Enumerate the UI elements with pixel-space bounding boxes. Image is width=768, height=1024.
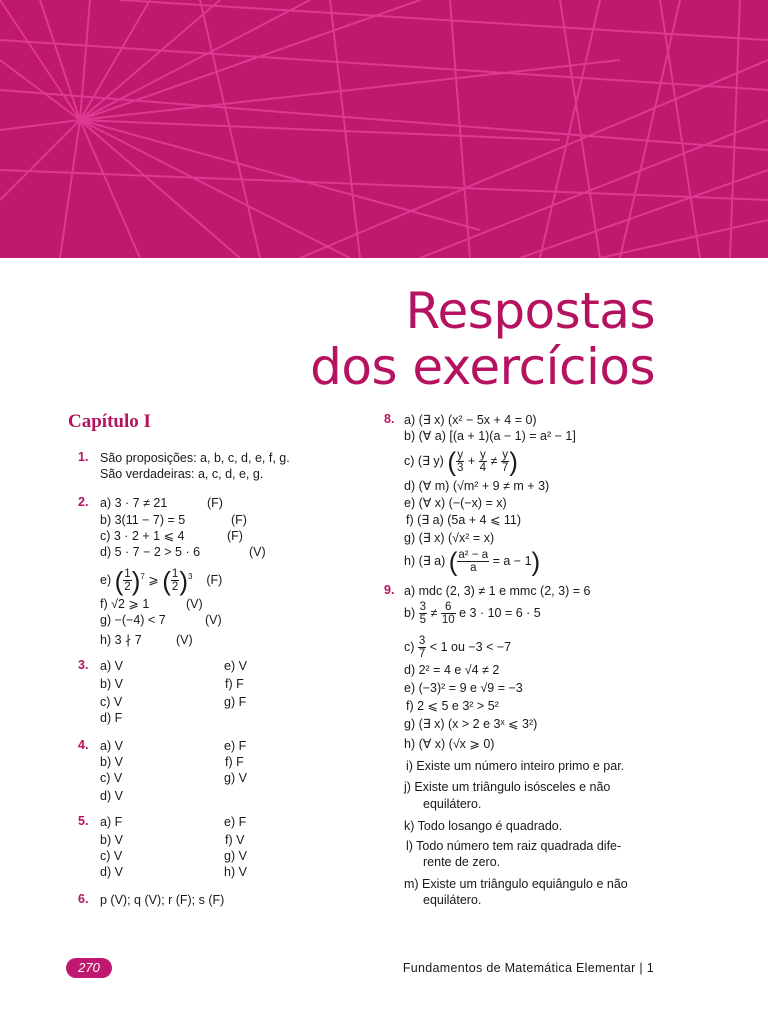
q9-j1: j) Existe um triângulo isósceles e não [404, 780, 611, 794]
q9-i: i) Existe um número inteiro primo e par. [406, 759, 625, 773]
q4-number: 4. [78, 738, 89, 752]
q9-b-label: b) [404, 606, 416, 620]
q8-h-label: h) (∃ a) [404, 554, 446, 568]
q9-c-tail: < 1 ou −3 < −7 [429, 640, 512, 654]
q2-f: f) √2 ⩾ 1 [100, 597, 150, 611]
q5-l3: d) V [100, 865, 123, 879]
q9-d: d) 2² = 4 e √4 ≠ 2 [404, 663, 500, 677]
page-number-badge: 270 [66, 958, 112, 978]
q2-e-frac1: $\frac{1}{2}$ [124, 568, 131, 594]
q6-text: p (V); q (V); r (F); s (F) [100, 893, 225, 907]
q5-l2: c) V [100, 849, 123, 863]
q4-r1: f) F [225, 755, 244, 769]
q4-l0: a) V [100, 739, 123, 753]
q2-f-value: (V) [186, 597, 203, 611]
q4-r2: g) V [224, 771, 247, 785]
q3-l3: d) F [100, 711, 123, 725]
q9-f: f) 2 ⩽ 5 e 3² > 5² [406, 699, 499, 713]
q3-r1: f) F [225, 677, 244, 691]
q8-f: f) (∃ a) (5a + 4 ⩽ 11) [406, 513, 522, 527]
q9-number: 9. [384, 583, 395, 597]
q2-e-value: (F) [206, 573, 223, 588]
q8-h: h) (∃ a) ( $\frac{\text{a² − a}}{a}$ = a − 1) [404, 546, 541, 577]
q9-l1: l) Todo número tem raiz quadrada dife- [406, 839, 622, 853]
q2-h-value: (V) [176, 633, 193, 647]
q4-l2: c) V [100, 771, 123, 785]
q1-number: 1. [78, 450, 89, 464]
q2-g: g) −(−4) < 7 [100, 613, 166, 627]
q4-l1: b) V [100, 755, 123, 769]
q2-b: b) 3(11 − 7) = 5 [100, 513, 186, 527]
q2-number: 2. [78, 495, 89, 509]
q8-number: 8. [384, 412, 395, 426]
q2-a-value: (F) [207, 496, 223, 510]
q3-l2: c) V [100, 695, 123, 709]
q2-e: e) ( $\frac{1}{2}$ )$^7$ ⩾ ( $\frac{1}{2}$ )$^3$ (F) [100, 565, 223, 596]
q4-r0: e) F [224, 739, 247, 753]
title-line-2: dos exercícios [310, 338, 655, 396]
q5-r1: f) V [225, 833, 245, 847]
q8-c: c) (∃ y) ( $\frac{y}{3}$ + $\frac{y}{4}$ ≠ $\frac{y}{7}$ ) [404, 446, 518, 477]
q1-line-b: São verdadeiras: a, c, d, e, g. [100, 467, 264, 481]
chapter-heading: Capítulo I [68, 411, 151, 432]
q9-l2: rente de zero. [423, 855, 501, 869]
q6-number: 6. [78, 892, 89, 906]
q9-c: c) $\frac{3}{7}$ < 1 ou −3 < −7 [404, 635, 512, 661]
q2-d-value: (V) [249, 545, 266, 559]
q2-b-value: (F) [231, 513, 247, 527]
q3-l1: b) V [100, 677, 123, 691]
q9-b: b) $\frac{3}{5}$ ≠ $\frac{6}{10}$ e 3 · 10 = 6 · 5 [404, 601, 541, 627]
q2-h: h) 3 ∤ 7 [100, 633, 142, 647]
q2-c: c) 3 · 2 + 1 ⩽ 4 [100, 529, 185, 543]
q9-e: e) (−3)² = 9 e √9 = −3 [404, 681, 523, 695]
q9-k: k) Todo losango é quadrado. [404, 819, 563, 833]
q8-a: a) (∃ x) (x² − 5x + 4 = 0) [404, 413, 537, 427]
q5-l0: a) F [100, 815, 123, 829]
q2-d: d) 5 · 7 − 2 > 5 · 6 [100, 545, 201, 559]
q9-h: h) (∀ x) (√x ⩾ 0) [404, 737, 495, 751]
q8-d: d) (∀ m) (√m² + 9 ≠ m + 3) [404, 479, 550, 493]
title-line-1: Respostas [405, 282, 655, 340]
q5-number: 5. [78, 814, 89, 828]
q2-e-label: e) [100, 573, 112, 588]
q3-number: 3. [78, 658, 89, 672]
q2-c-value: (F) [227, 529, 243, 543]
q3-r2: g) F [224, 695, 247, 709]
q2-a: a) 3 · 7 ≠ 21 [100, 496, 168, 510]
q5-r0: e) F [224, 815, 247, 829]
q9-a: a) mdc (2, 3) ≠ 1 e mmc (2, 3) = 6 [404, 584, 591, 598]
q9-m1: m) Existe um triângulo equiângulo e não [404, 877, 628, 891]
q5-r3: h) V [224, 865, 247, 879]
footer-book-title: Fundamentos de Matemática Elementar | 1 [402, 961, 654, 975]
q2-g-value: (V) [205, 613, 222, 627]
q8-g: g) (∃ x) (√x² = x) [404, 531, 495, 545]
q5-l1: b) V [100, 833, 123, 847]
q3-r0: e) V [224, 659, 247, 673]
q2-e-frac2: $\frac{1}{2}$ [171, 568, 179, 594]
q9-b-tail: e 3 · 10 = 6 · 5 [459, 606, 541, 620]
q8-e: e) (∀ x) (−(−x) = x) [404, 496, 507, 510]
q8-c-label: c) (∃ y) [404, 454, 444, 468]
q8-b: b) (∀ a) [(a + 1)(a − 1) = a² − 1] [404, 429, 576, 443]
q9-j2: equilátero. [423, 797, 482, 811]
q1-line-a: São proposições: a, b, c, d, e, f, g. [100, 451, 290, 465]
q9-m2: equilátero. [423, 893, 482, 907]
q9-g: g) (∃ x) (x > 2 e 3ˣ ⩽ 3²) [404, 717, 538, 731]
q3-l0: a) V [100, 659, 123, 673]
q5-r2: g) V [224, 849, 247, 863]
q4-l3: d) V [100, 789, 123, 803]
q9-c-label: c) [404, 640, 415, 654]
